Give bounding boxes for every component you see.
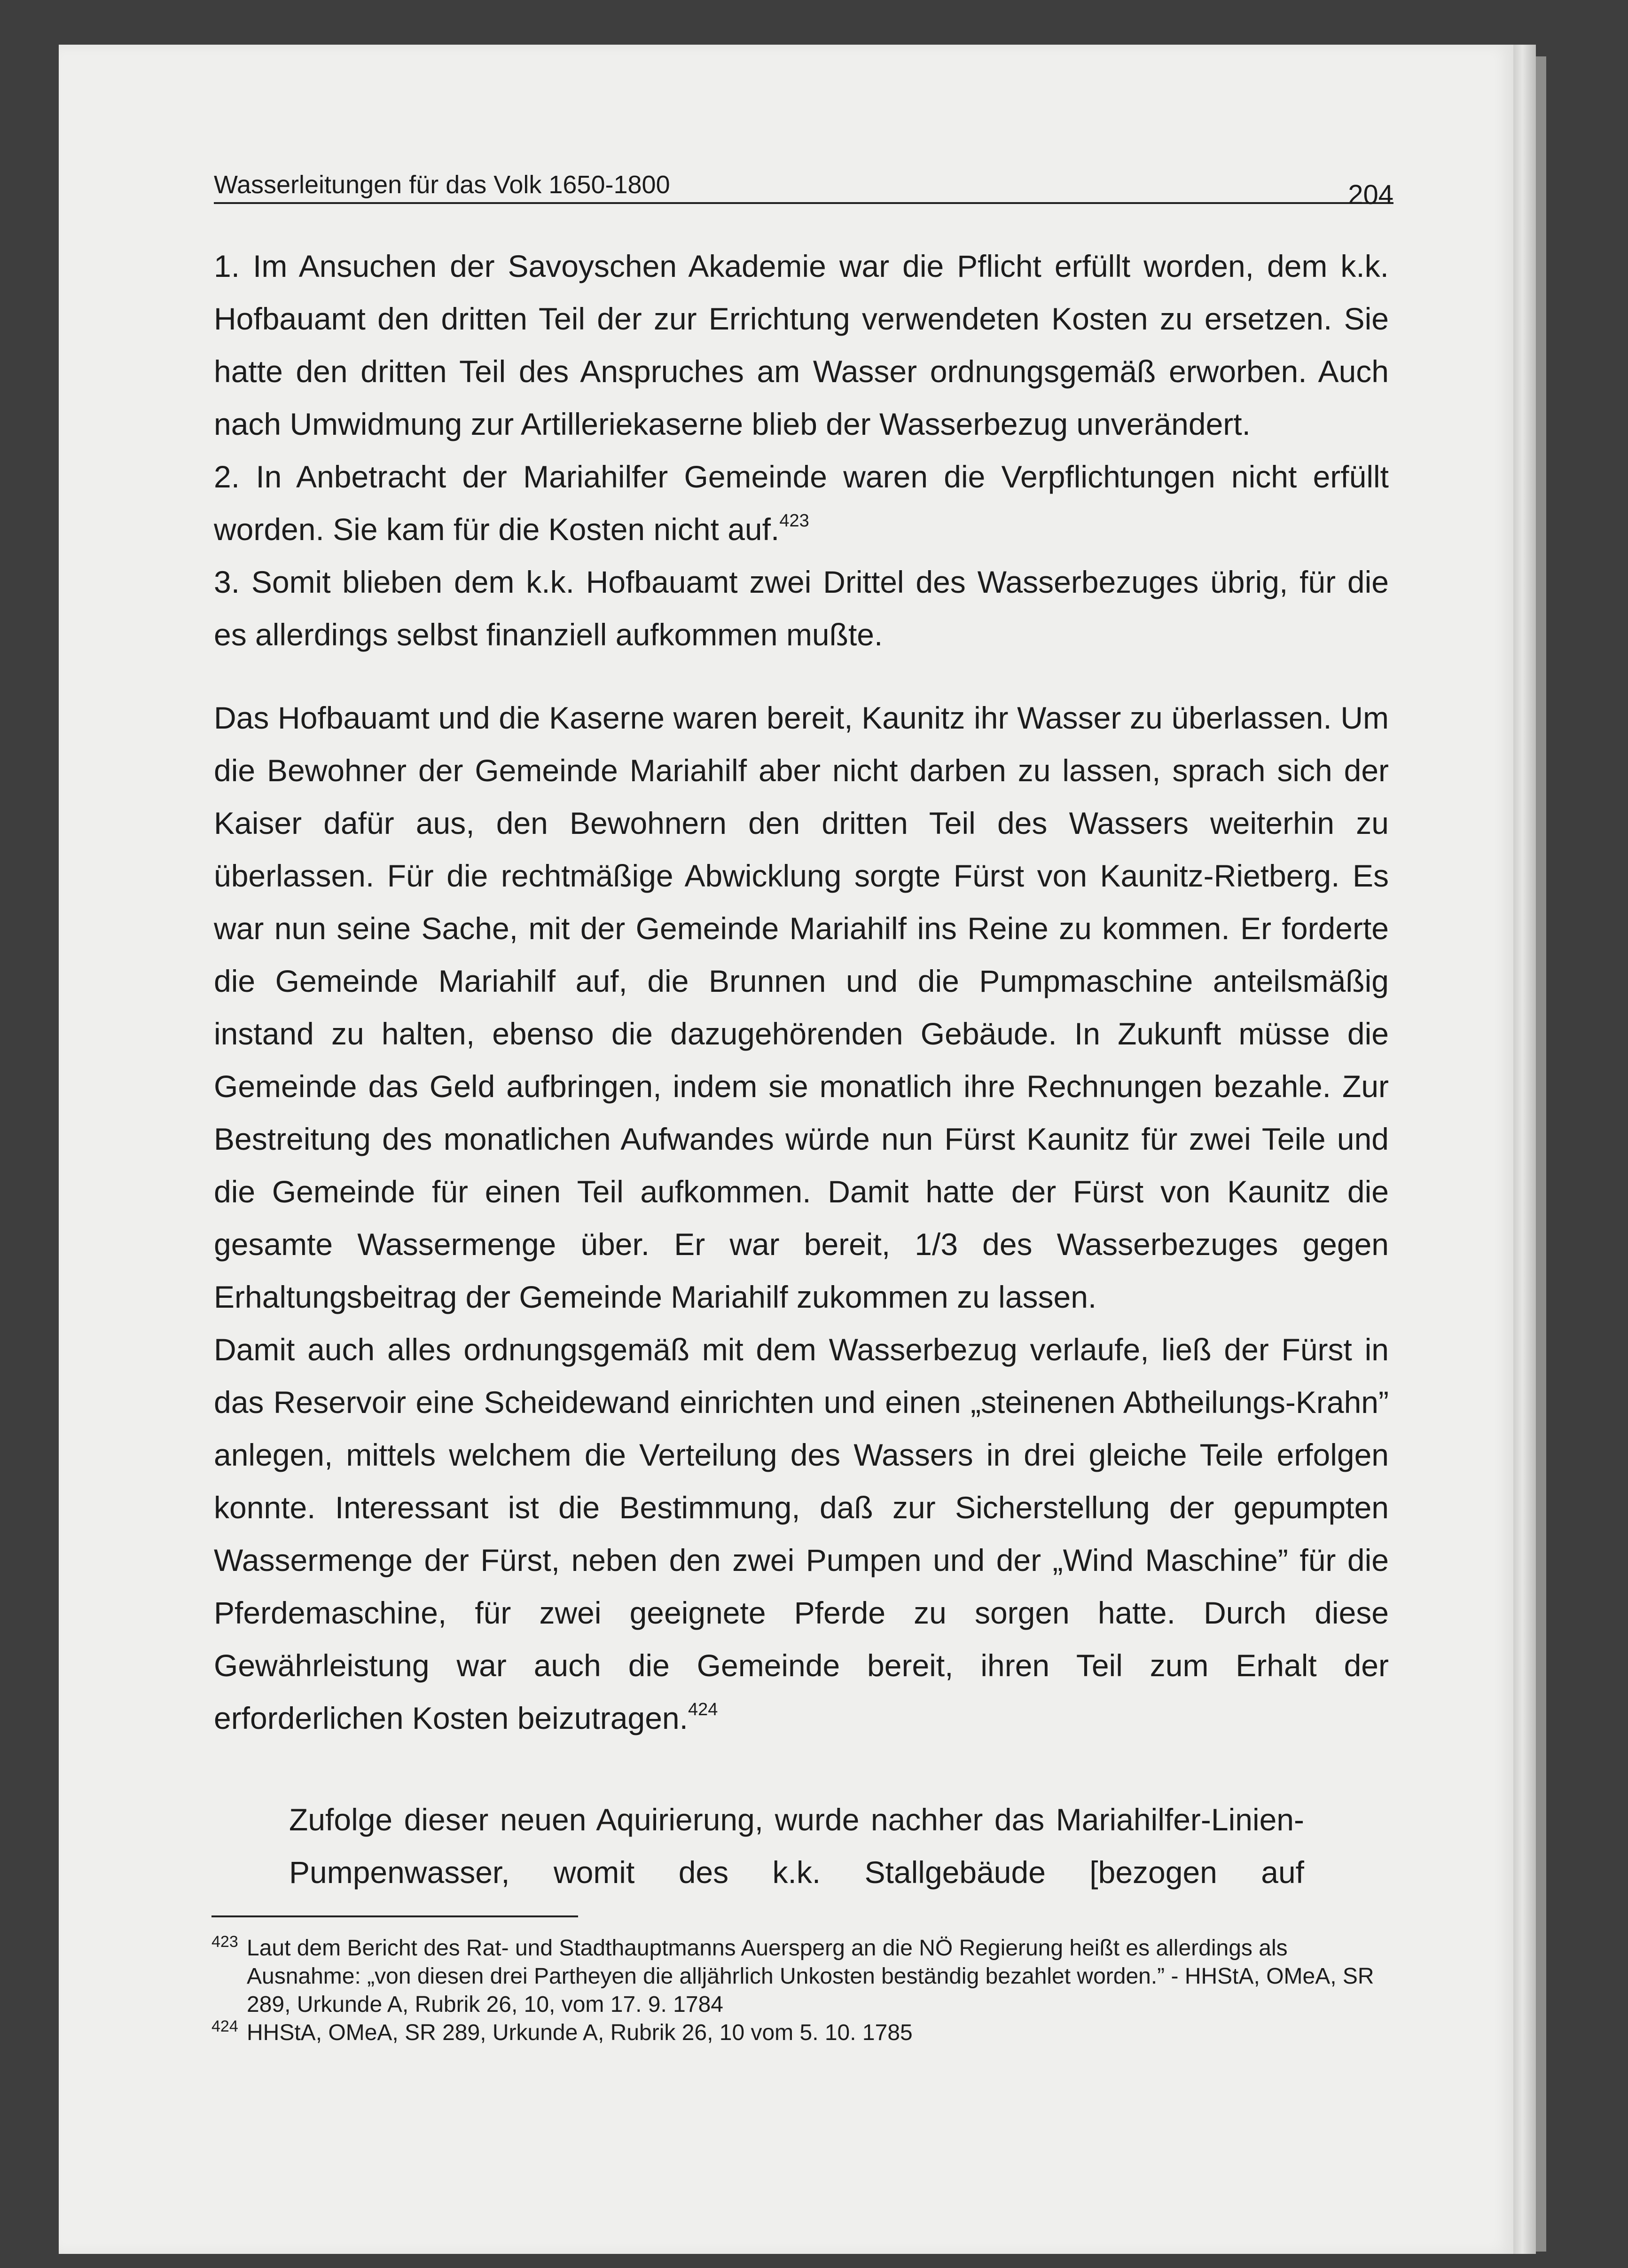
footnote-ref: 423	[779, 511, 809, 531]
page-edge	[1513, 45, 1536, 2254]
body-text	[214, 240, 1389, 1744]
block-quote	[289, 1793, 1304, 1899]
running-header	[214, 165, 1393, 210]
footnote-number: 423	[211, 1933, 238, 1951]
footnote-ref: 424	[688, 1700, 718, 1719]
page-number: 204	[1348, 180, 1393, 210]
quote-line: Zufolge dieser neuen Aquirierung, wurde nachher das Mariahilfer-Linien-	[289, 1802, 1304, 1837]
paragraph: 3. Somit blieben dem k.k. Hofbauamt zwei Drittel des Wasserbezuges übrig, für die es allerdings selbst finanziell aufkommen mußte.	[214, 565, 1389, 652]
footnote	[211, 2019, 1396, 2047]
paragraph: 2. In Anbetracht der Mariahilfer Gemeinde waren die Verpflichtungen nicht erfüllt worden. Sie kam für die Kosten nicht auf.$^{423}$	[214, 459, 1389, 547]
paragraph: Damit auch alles ordnungsgemäß mit dem Wasserbezug verlaufe, ließ der Fürst in das Reservoir eine Scheidewand einrichten und einen „steinenen Abtheilungs-Krahn” anlegen, mittels welchem die Verteilung des Wassers in drei gleiche Teile erfolgen konnte. Interessant ist die Bestimmung, daß zur Sicherstellung der gepumpten Wassermenge der Fürst, neben den zwei Pumpen und der „Wind Maschine” für die Pferdemaschine, für zwei geeignete Pferde zu sorgen hatte. Durch diese Gewährleistung war auch die Gemeinde bereit, ihren Teil zum Erhalt der erforderlichen Kosten beizutragen.$^{424}$	[214, 1332, 1389, 1735]
footnote-text: HHStA, OMeA, SR 289, Urkunde A, Rubrik 26, 10 vom 5. 10. 1785	[247, 2020, 913, 2045]
running-title: Wasserleitungen für das Volk 1650-1800	[214, 171, 670, 199]
quote-line: Pumpenwasser, womit des k.k. Stallgebäude [bezogen auf	[289, 1855, 1304, 1890]
paragraph: Das Hofbauamt und die Kaserne waren bereit, Kaunitz ihr Wasser zu überlassen. Um die Bewohner der Gemeinde Mariahilf aber nicht darben zu lassen, sprach sich der Kaiser dafür aus, den Bewohnern den dritten Teil des Wassers weiterhin zu überlassen. Für die rechtmäßige Abwicklung sorgte Fürst von Kaunitz-Rietberg. Es war nun seine Sache, mit der Gemeinde Mariahilf ins Reine zu kommen. Er forderte die Gemeinde Mariahilf auf, die Brunnen und die Pumpmaschine anteilsmäßig instand zu halten, ebenso die dazugehörenden Gebäude. In Zukunft müsse die Gemeinde das Geld aufbringen, indem sie monatlich ihre Rechnungen bezahle. Zur Bestreitung des monatlichen Aufwandes würde nun Fürst Kaunitz für zwei Teile und die Gemeinde für einen Teil aufkommen. Damit hatte der Fürst von Kaunitz die gesamte Wassermenge über. Er war bereit, 1/3 des Wasserbezuges gegen Erhaltungsbeitrag der Gemeinde Mariahilf zukommen zu lassen.	[214, 700, 1389, 1314]
book-cover-edge	[1536, 56, 1546, 2252]
footnote-separator	[211, 1915, 578, 1917]
footnote-number: 424	[211, 2017, 238, 2035]
footnote-text: Laut dem Bericht des Rat- und Stadthauptmanns Auersperg an die NÖ Regierung heißt es allerdings als Ausnahme: „von diesen drei Partheyen die alljährlich Unkosten beständig bezahlet worden.” - HHStA, OMeA, SR 289, Urkunde A, Rubrik 26, 10, vom 17. 9. 1784	[247, 1936, 1374, 2017]
footnotes	[211, 1934, 1396, 2047]
footnote	[211, 1934, 1396, 2019]
paragraph: 1. Im Ansuchen der Savoyschen Akademie war die Pflicht erfüllt worden, dem k.k. Hofbauamt den dritten Teil der zur Errichtung verwendeten Kosten zu ersetzen. Sie hatte den dritten Teil des Anspruches am Wasser ordnungsgemäß erworben. Auch nach Umwidmung zur Artilleriekaserne blieb der Wasserbezug unverändert.	[214, 249, 1389, 441]
